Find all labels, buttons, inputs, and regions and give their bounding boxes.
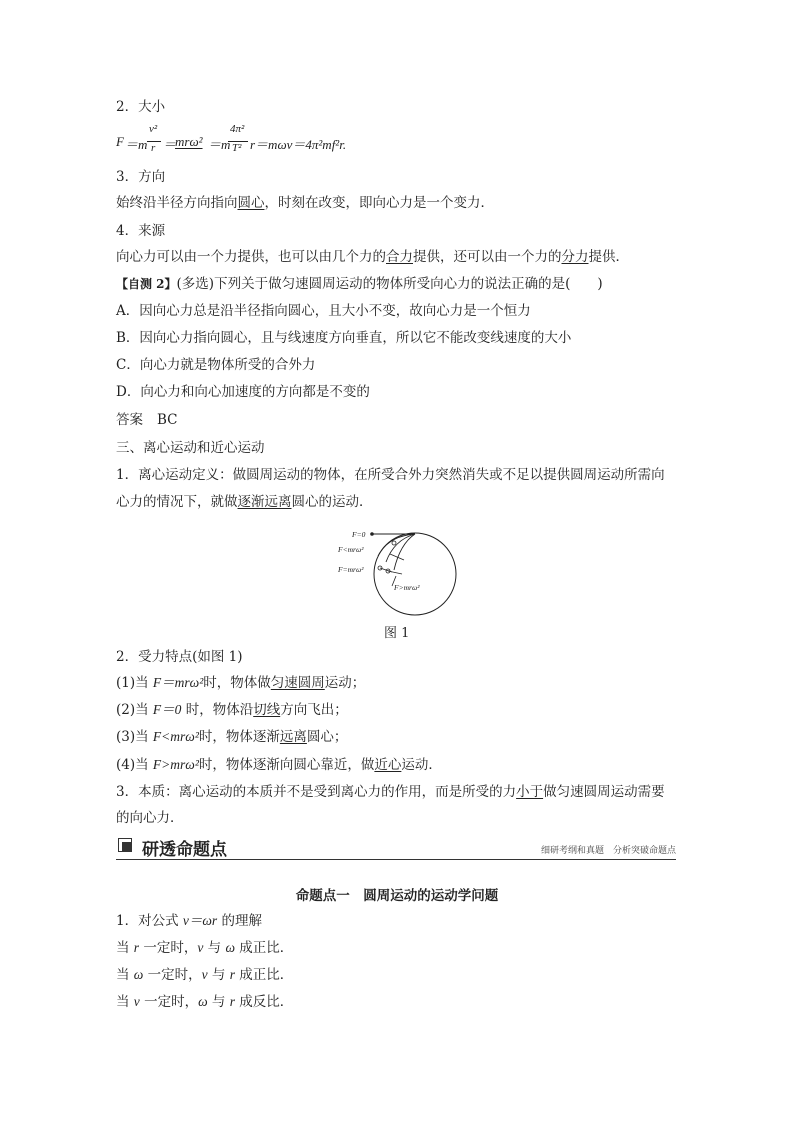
direction-text-underlined: 圆心: [237, 195, 265, 211]
selftest-question-text: (多选)下列关于做匀速圆周运动的物体所受向心力的说法正确的是( ): [176, 276, 603, 292]
def-line2-a: 心力的情况下，就做: [116, 494, 238, 510]
selftest-answer: [116, 411, 178, 429]
figure-diagram: [330, 526, 465, 616]
force-item-2: [116, 701, 348, 719]
source-heading: 4．来源: [116, 223, 166, 239]
item-2-a: (2)当: [116, 702, 153, 718]
path-f-greater: [394, 534, 415, 570]
topic-line-1: [116, 939, 293, 957]
l1-b: 一定时，: [139, 940, 198, 956]
item-2-formula: F＝0: [152, 702, 182, 717]
answer-value: BC: [157, 412, 178, 428]
topic-item-a: 1．对公式: [116, 913, 183, 929]
item-2-underlined: 切线: [253, 702, 281, 718]
item-1-formula: F＝mrω²: [152, 675, 204, 690]
item-1-c: 运动；: [324, 675, 366, 691]
centrifugal-def-line2: [116, 493, 373, 511]
item-2-c: 方向飞出；: [280, 702, 348, 718]
topic-item-b: 的理解: [217, 913, 262, 929]
l3-v3: r: [229, 994, 235, 1009]
label-f-equal: F=mrω²: [338, 565, 364, 574]
force-arrow-2: [388, 571, 402, 574]
l2-b: 一定时，: [143, 967, 202, 983]
l3-c: 与: [207, 994, 230, 1010]
size-heading: 2．大小: [116, 99, 166, 115]
l1-d: 成正比．: [235, 940, 294, 956]
section-banner: [116, 835, 676, 860]
banner-subtitle: 细研考纲和真题 分析突破命题点: [540, 846, 676, 856]
item-4-formula: F>mrω²: [152, 757, 199, 772]
item-1-underlined: 匀速圆周: [270, 675, 325, 691]
formula-frac2-num: 4π²: [230, 123, 245, 135]
source-text: [116, 248, 629, 266]
source-text-ul2: 分力: [561, 249, 589, 265]
force-item-4: [116, 756, 442, 774]
essence-b: 做匀速圆周运动需要: [543, 784, 665, 800]
l3-d: 成反比．: [235, 994, 294, 1010]
formula-frac2-den: T²: [232, 142, 242, 154]
item-3-b: 时，物体逐渐: [198, 729, 280, 745]
direction-text: [116, 194, 494, 212]
item-3-underlined: 远离: [279, 729, 307, 745]
answer-label: 答案: [116, 412, 143, 428]
essence-line1: [116, 783, 665, 801]
item-4-a: (4)当: [116, 757, 153, 773]
l2-d: 成正比．: [235, 967, 294, 983]
label-f0: F=0: [352, 530, 366, 539]
source-text-b: 提供，还可以由一个力的: [413, 249, 562, 265]
formula-frac1-num: v²: [149, 123, 158, 135]
force-item-1: [116, 674, 365, 692]
source-text-c: 提供．: [588, 249, 629, 265]
l2-c: 与: [207, 967, 230, 983]
label-f-greater: F>mrω²: [394, 583, 420, 592]
formula-f: F: [116, 134, 124, 149]
path-f-less-2: [386, 534, 415, 562]
direction-text-b: ，时刻在改变，即向心力是一个变力．: [264, 195, 494, 211]
item-3-formula: F<mrω²: [152, 729, 199, 744]
l1-c: 与: [203, 940, 226, 956]
item-2-b: 时，物体沿: [181, 702, 254, 718]
item-1-b: 时，物体做: [203, 675, 271, 691]
l1-a: 当: [116, 940, 134, 956]
force-item-3: [116, 728, 347, 746]
formula-eq3: ＝m: [208, 137, 231, 152]
l2-v2: v: [201, 967, 208, 982]
item-4-c: 运动．: [401, 757, 442, 773]
topic-line-2: [116, 966, 293, 984]
centrifugal-heading: 三、离心运动和近心运动: [116, 440, 265, 456]
item-3-c: 圆心；: [306, 729, 348, 745]
force-heading: 2．受力特点(如图 1): [116, 649, 243, 665]
arrow-head-f0: [370, 532, 374, 536]
object-1: [392, 541, 396, 545]
l2-v3: r: [229, 967, 235, 982]
selftest-option-d: D．向心力和向心加速度的方向都是不变的: [116, 384, 370, 400]
topic-item-heading: [116, 912, 262, 930]
direction-heading: 3．方向: [116, 169, 166, 185]
l1-v3: ω: [225, 940, 235, 955]
banner-square-icon: [118, 838, 132, 852]
selftest-option-a: A．因向心力总是沿半径指向圆心，且大小不变，故向心力是一个恒力: [116, 303, 531, 319]
selftest-option-b: B．因向心力指向圆心，且与线速度方向垂直，所以它不能改变线速度的大小: [116, 330, 572, 346]
essence-a: 3．本质：离心运动的本质并不是受到离心力的作用，而是所受的力: [116, 784, 517, 800]
l3-b: 一定时，: [139, 994, 199, 1010]
formula-eq1: ＝m: [125, 137, 148, 152]
essence-line2: 的向心力．: [116, 810, 184, 826]
label-f-less: F<mrω²: [338, 545, 364, 554]
centrifugal-def-line1: 1．离心运动定义：做圆周运动的物体，在所受合外力突然消失或不足以提供圆周运动所需向: [116, 467, 665, 483]
figure-centrifugal-motion: [330, 526, 465, 620]
l2-a: 当: [116, 967, 134, 983]
item-3-a: (3)当: [116, 729, 153, 745]
topic-line-3: [116, 993, 293, 1011]
l3-v1: v: [133, 994, 140, 1009]
formula-frac1-den: r: [151, 142, 156, 154]
source-text-a: 向心力可以由一个力提供，也可以由几个力的: [116, 249, 386, 265]
formula-tail: r＝mωv＝4π²mf²r.: [250, 137, 347, 152]
item-4-b: 时，物体逐渐向圆心靠近，做: [198, 757, 375, 773]
selftest-option-c: C．向心力就是物体所受的合外力: [116, 357, 316, 373]
formula-eq2: ＝: [163, 137, 177, 152]
topic-title: 命题点一 圆周运动的运动学问题: [295, 888, 499, 904]
banner-title: 研透命题点: [142, 840, 227, 860]
def-line2-b: 圆心的运动．: [291, 494, 373, 510]
essence-underlined: 小于: [516, 784, 544, 800]
selftest-question: [116, 275, 603, 293]
topic-item-formula: v＝ωr: [182, 913, 218, 928]
l3-v2: ω: [198, 994, 208, 1009]
selftest-tag: 【自测 2】: [116, 277, 177, 291]
def-line2-underlined: 逐渐远离: [237, 494, 292, 510]
formula-mrw2: mrω²: [175, 134, 203, 149]
l1-v2: v: [197, 940, 204, 955]
figure-caption: 图 1: [384, 626, 410, 641]
direction-text-a: 始终沿半径方向指向: [116, 195, 238, 211]
l1-v1: r: [133, 940, 140, 955]
l2-v1: ω: [133, 967, 144, 982]
item-4-underlined: 近心: [374, 757, 402, 773]
l3-a: 当: [116, 994, 134, 1010]
source-text-ul1: 合力: [386, 249, 413, 265]
item-1-a: (1)当: [116, 675, 153, 691]
